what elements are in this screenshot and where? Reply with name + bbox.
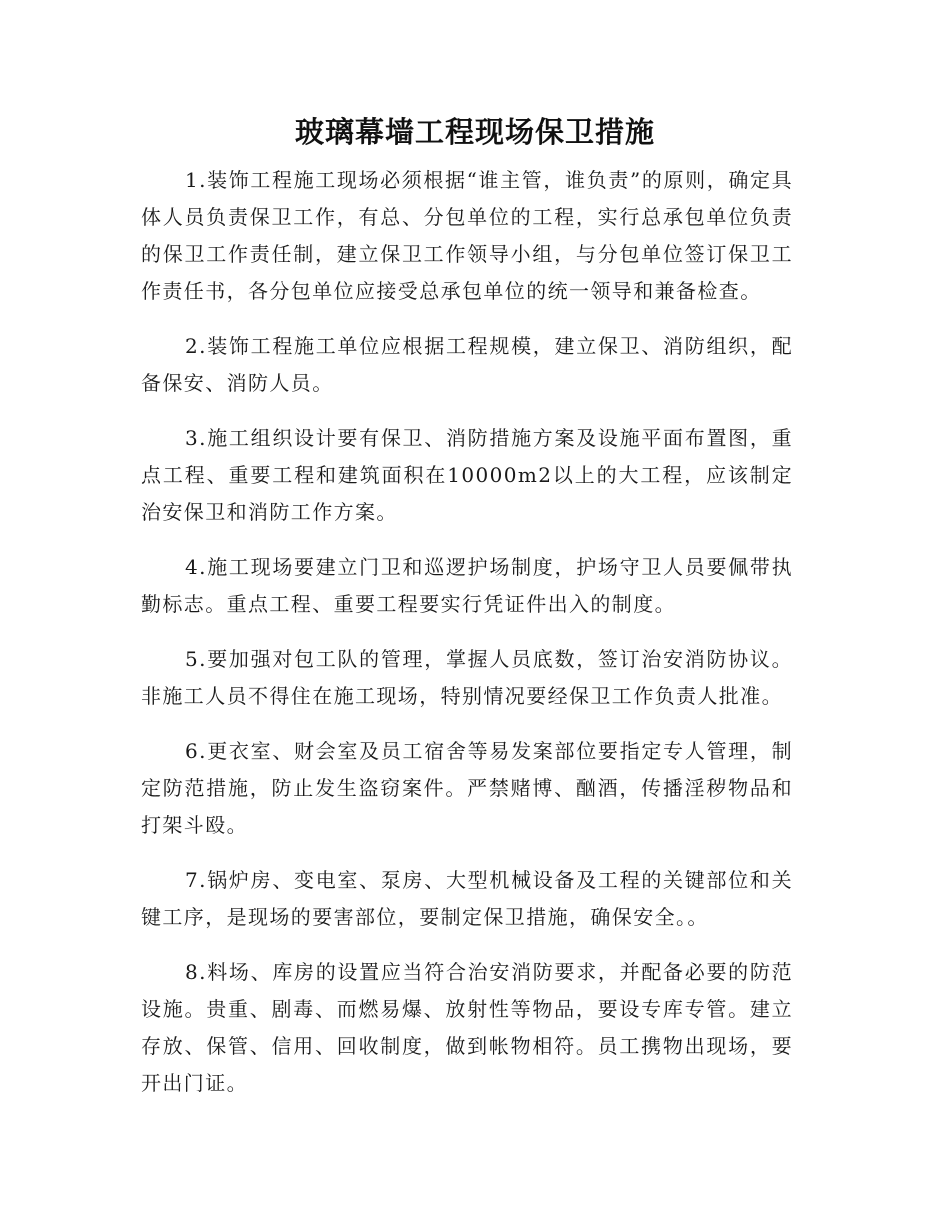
document-body xyxy=(141,162,793,1120)
paragraph-7: 7.锅炉房、变电室、泵房、大型机械设备及工程的关键部位和关键工序，是现场的要害部位，要制定保卫措施，确保安全。。 xyxy=(141,868,793,929)
paragraph-1: 1.装饰工程施工现场必须根据“谁主管，谁负责”的原则，确定具体人员负责保卫工作，有总、分包单位的工程，实行总承包单位负责的保卫工作责任制，建立保卫工作领导小组，与分包单位签订保卫工作责任书，各分包单位应接受总承包单位的统一领导和兼备检查。 xyxy=(141,168,793,303)
paragraph-6: 6.更衣室、财会室及员工宿舍等易发案部位要指定专人管理，制定防范措施，防止发生盗窃案件。严禁赌博、酗酒，传播淫秽物品和打架斗殴。 xyxy=(141,739,793,837)
document-title: 玻璃幕墙工程现场保卫措施 xyxy=(294,115,655,149)
paragraph-4: 4.施工现场要建立门卫和巡逻护场制度，护场守卫人员要佩带执勤标志。重点工程、重要工程要实行凭证件出入的制度。 xyxy=(141,555,793,616)
paragraph-8: 8.料场、库房的设置应当符合治安消防要求，并配备必要的防范设施。贵重、剧毒、而燃易爆、放射性等物品，要设专库专管。建立存放、保管、信用、回收制度，做到帐物相符。员工携物出现场，要开出门证。 xyxy=(141,960,793,1095)
paragraph-2: 2.装饰工程施工单位应根据工程规模，建立保卫、消防组织，配备保安、消防人员。 xyxy=(141,334,793,395)
paragraph-5: 5.要加强对包工队的管理，掌握人员底数，签订治安消防协议。非施工人员不得住在施工现场，特别情况要经保卫工作负责人批准。 xyxy=(141,647,793,708)
paragraph-3: 3.施工组织设计要有保卫、消防措施方案及设施平面布置图，重点工程、重要工程和建筑面积在10000m2以上的大工程，应该制定治安保卫和消防工作方案。 xyxy=(141,426,793,524)
